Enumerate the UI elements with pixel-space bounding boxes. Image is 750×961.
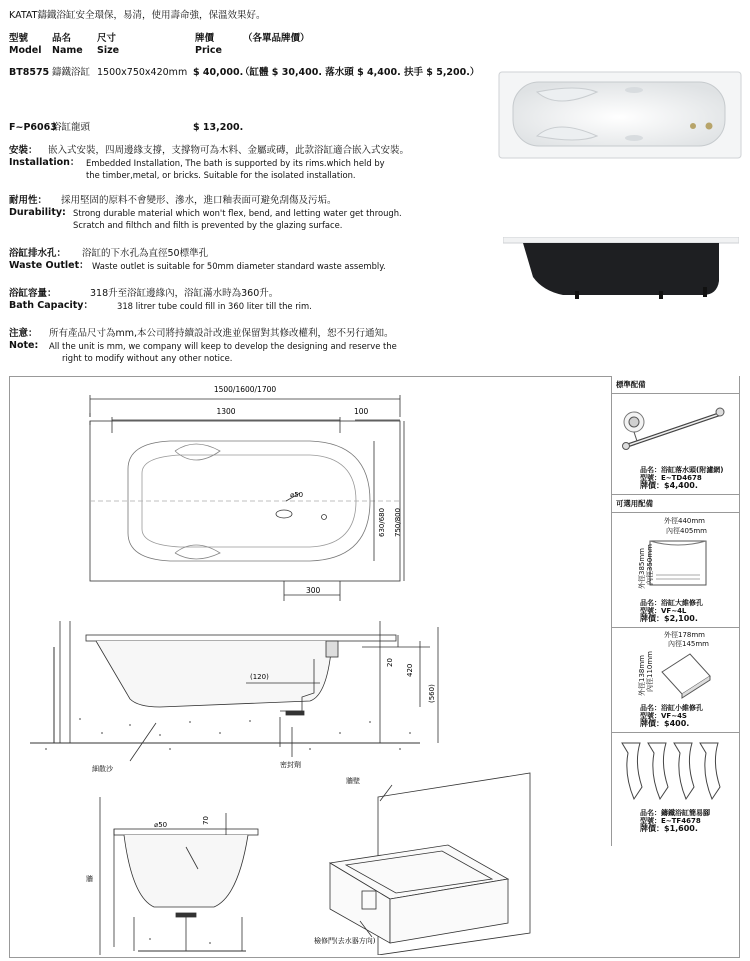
spec-note-label-cn: 注意：: [9, 328, 38, 339]
dim-120-label: (120): [250, 673, 269, 681]
spec-install-label-cn: 安裝：: [9, 145, 38, 156]
row1-model: BT8575: [9, 67, 50, 78]
dim-total-label: 1500/1600/1700: [213, 385, 277, 394]
header-unit-price-cn: （各單品牌價）: [243, 33, 310, 44]
intro-text: KATAT鑄鐵浴缸安全環保，易清，使用壽命強，保溫效果好。: [9, 10, 266, 21]
spec-durability-text-en-1: Strong durable material which won't flex, bend, and letting water get through.: [73, 208, 402, 218]
bathtub-side-photo: [503, 237, 739, 301]
dim-inner-label: 1300: [216, 407, 236, 416]
large-panel-model: 型號：VF~4L: [640, 607, 687, 615]
spec-capacity-text-en: 318 litrer tube could fill in 360 liter till the rim.: [117, 301, 312, 311]
spec-durability-label-cn: 耐用性：: [9, 195, 48, 206]
dim-width1-label: 630/680: [378, 507, 386, 537]
small-panel-inner: 內徑145mm: [668, 640, 709, 648]
row2-model: F~P6063: [9, 122, 57, 133]
small-panel-price: 牌價：$400.: [640, 719, 690, 728]
sealant-label: 密封劑: [280, 761, 301, 769]
large-panel-price: 牌價：$2,100.: [640, 614, 698, 623]
dim-300-label: 300: [306, 586, 321, 595]
spec-note-text-cn: 所有產品尺寸為mm,本公司將持續設計改進並保留對其修改權利，恕不另行通知。: [49, 328, 394, 339]
drain-assembly-image: [612, 394, 739, 456]
row2-name: 浴缸龍頭: [52, 122, 91, 133]
drain-model: 型號：E~TD4678: [640, 474, 702, 482]
feet-name: 品名：鑄鐵浴缸簡易腳: [640, 809, 710, 817]
dim-560-label: (560): [428, 684, 436, 703]
small-panel-side-outer: 外徑138mm: [638, 655, 646, 696]
large-access-panel: [612, 513, 739, 599]
small-panel-side-inner: 內徑110mm: [646, 651, 654, 692]
spec-install-text-en-1: Embedded Installation, The bath is supported by its rims.which held by: [86, 158, 385, 168]
header-model-cn: 型號: [9, 33, 29, 44]
standard-accessories-title: 標準配備: [612, 376, 739, 394]
header-size-cn: 尺寸: [97, 33, 117, 44]
dim-20-label: 20: [386, 658, 394, 667]
header-name-en: Name: [52, 45, 83, 56]
small-access-panel: [612, 628, 739, 704]
accessories-sidebar: [611, 376, 739, 846]
dim-width2-label: 750/800: [394, 507, 402, 537]
spec-capacity-label-en: Bath Capacity：: [9, 300, 93, 311]
header-name-cn: 品名: [52, 33, 72, 44]
spec-durability-text-en-2: Scratch and filthch and filth is prevented by the glazing surface.: [73, 220, 343, 230]
spec-install-text-en-2: the timber,metal, or bricks. Suitable for the isolated installation.: [86, 170, 356, 180]
large-panel-side-inner: 內徑350mm: [646, 544, 654, 585]
large-panel-inner: 內徑405mm: [666, 527, 707, 535]
optional-accessories-title: 可選用配備: [612, 494, 739, 513]
large-panel-outer: 外徑440mm: [664, 517, 705, 525]
spec-capacity-text-cn: 318升至浴缸邊緣內，浴缸滿水時為360升。: [90, 288, 279, 299]
large-panel-name: 品名：浴缸大維修孔: [640, 599, 703, 607]
spec-note-label-en: Note:: [9, 340, 39, 351]
header-price-en: Price: [195, 45, 222, 56]
large-panel-side-outer: 外徑385mm: [638, 548, 646, 589]
tub-feet-image: [612, 733, 739, 805]
row1-name: 鑄鐵浴缸: [52, 67, 91, 78]
header-size-en: Size: [97, 45, 120, 56]
spec-waste-label-en: Waste Outlet：: [9, 260, 89, 271]
dim-420-label: 420: [406, 663, 414, 677]
small-panel-model: 型號：VF~4S: [640, 712, 687, 720]
dim-drain-end-label: ⌀50: [154, 821, 168, 829]
spec-capacity-label-cn: 浴缸容量：: [9, 288, 57, 299]
feet-price: 牌價：$1,600.: [640, 824, 698, 833]
small-panel-outer: 外徑178mm: [664, 631, 705, 639]
spec-note-text-en-1: All the unit is mm, we company will keep to develop the designing and reserve the: [49, 341, 397, 351]
small-panel-image: [654, 648, 714, 700]
spec-install-text-cn: 嵌入式安裝，四周邊緣支撐，支撐物可為木料、金屬或磚，此款浴缸適合嵌入式安裝。: [48, 145, 410, 156]
bathtub-top-photo: [497, 70, 743, 160]
technical-drawings: [10, 377, 610, 955]
access-door-label: 檢修門(去水器方向): [314, 937, 376, 945]
spec-note-text-en-2: right to modify without any other notice.: [62, 353, 233, 363]
header-price-cn: 牌價: [195, 33, 215, 44]
row2-price: $ 13,200.: [193, 122, 244, 133]
row1-breakdown: （缸體 $ 30,400. 落水頭 $ 4,400. 扶手 $ 5,200.）: [240, 67, 480, 78]
dim-100-label: 100: [354, 407, 369, 416]
row1-size: 1500x750x420mm: [97, 67, 188, 78]
header-model-en: Model: [9, 45, 42, 56]
feet-model: 型號：E~TF4678: [640, 817, 701, 825]
spec-waste-text-en: Waste outlet is suitable for 50mm diameter standard waste assembly.: [92, 261, 386, 271]
spec-durability-text-cn: 採用堅固的原料不會變形、滲水，進口釉表面可避免刮傷及污垢。: [61, 195, 337, 206]
dim-drain-label: ⌀50: [290, 491, 304, 499]
spec-install-label-en: Installation：: [9, 157, 80, 168]
dim-70-label: 70: [202, 816, 210, 825]
row1-price: $ 40,000.: [193, 67, 244, 78]
spec-waste-text-cn: 浴缸的下水孔為直徑50標準孔: [82, 248, 209, 259]
fine-sand-label: 細散沙: [92, 765, 113, 773]
spec-waste-label-cn: 浴缸排水孔：: [9, 248, 67, 259]
drain-name: 品名：浴缸落水頭(附濾網): [640, 466, 724, 474]
wall-label: 牆: [86, 875, 93, 883]
wall-section-label: 牆壁: [346, 777, 360, 785]
spec-durability-label-en: Durability:: [9, 207, 66, 218]
drain-price: 牌價：$4,400.: [640, 481, 698, 490]
small-panel-name: 品名：浴缸小維修孔: [640, 704, 703, 712]
